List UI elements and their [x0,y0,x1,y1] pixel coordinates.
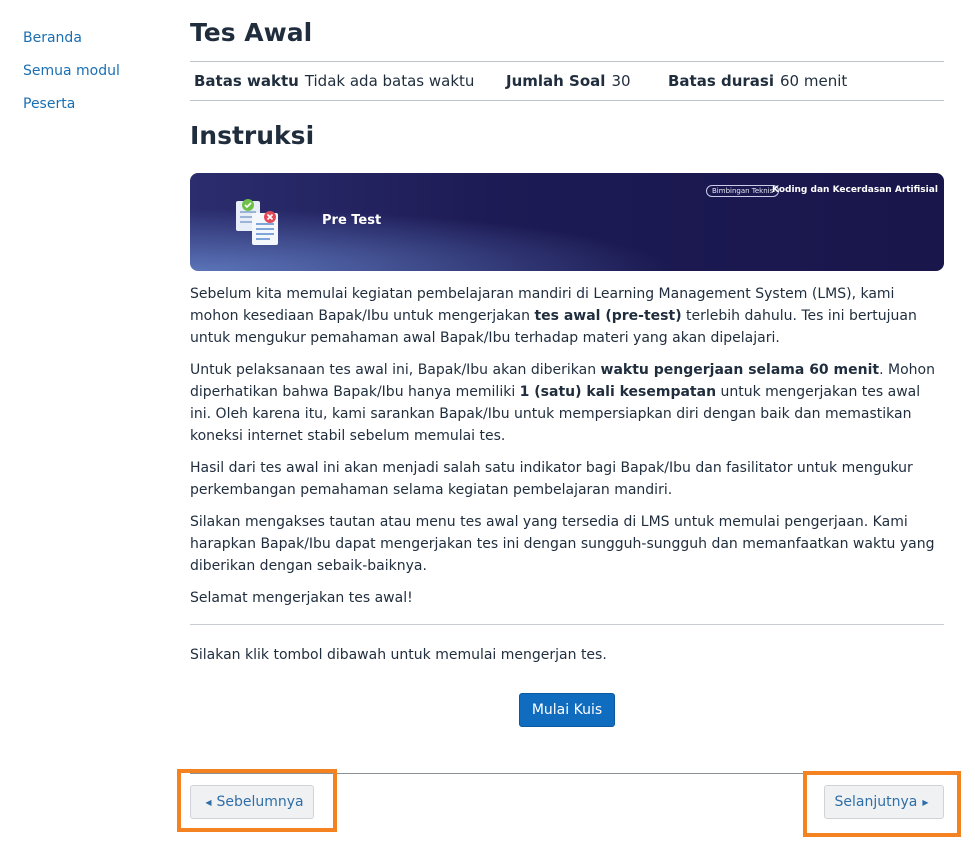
banner-brand: Koding dan Kecerdasan Artifisial [772,185,938,195]
meta-duration [668,72,847,90]
paragraph-1-text: Sebelum kita memulai kegiatan pembelajaran mandiri di Learning Management System (LMS), kami mohon kesediaan Bapak/Ibu untuk mengerjakan [190,286,895,324]
caret-right-icon: ▶ [922,797,929,807]
paragraph-2-text-end: untuk mengerjakan tes awal ini. Oleh karena itu, kami sarankan Bapak/Ibu untuk mempersiapkan diri dengan baik dan memastikan koneksi internet stabil sebelum memulai tes. [190,384,921,444]
document-check-icon [232,197,284,249]
quiz-meta-bar [190,61,944,101]
paragraph-1-text-end: terlebih dahulu. Tes ini bertujuan untuk mengukur pemahaman awal Bapak/Ibu terhadap materi yang akan dipelajari. [190,308,917,346]
meta-question-count-label: Jumlah Soal [506,72,606,90]
paragraph-2-bold-chance: 1 (satu) kali kesempatan [519,384,717,400]
start-hint: Silakan klik tombol dibawah untuk memulai mengerjan tes. [190,647,607,663]
pretest-banner [190,173,944,271]
previous-label: Sebelumnya [216,794,304,810]
page-title: Tes Awal [190,18,313,47]
start-quiz-button[interactable]: Mulai Kuis [519,693,615,727]
meta-question-count [506,72,631,90]
banner-title: Pre Test [322,213,382,228]
instructions-body [190,283,944,619]
sidebar-item-peserta[interactable]: Peserta [23,96,76,112]
highlight-box-next [803,771,961,837]
paragraph-1 [190,283,944,349]
sidebar-item-semua-modul[interactable]: Semua modul [23,63,120,79]
paragraph-1-bold: tes awal (pre-test) [534,308,682,324]
sidebar-item-beranda[interactable]: Beranda [23,30,82,46]
meta-question-count-value: 30 [611,72,631,90]
meta-time-limit-label: Batas waktu [194,72,299,90]
meta-time-limit [194,72,474,90]
paragraph-2-text: Untuk pelaksanaan tes awal ini, Bapak/Ibu akan diberikan [190,362,601,378]
paragraph-5: Selamat mengerjakan tes awal! [190,590,413,606]
sidebar [23,22,163,121]
highlight-box-previous [177,769,337,832]
caret-left-icon: ◀ [205,797,212,807]
meta-duration-label: Batas durasi [668,72,775,90]
paragraph-4: Silakan mengakses tautan atau menu tes awal yang tersedia di LMS untuk memulai pengerjaan. Kami harapkan Bapak/Ibu dapat mengerjakan tes ini dengan sungguh-sungguh dan memanfaatkan waktu yang diberikan dengan sebaik-baiknya. [190,514,935,574]
banner-pill: Bimbingan Teknis [706,185,779,197]
meta-duration-value: 60 menit [780,72,848,90]
paragraph-2-text-mid: . Mohon diperhatikan bahwa Bapak/Ibu hanya memiliki [190,362,935,400]
paragraph-2 [190,359,944,447]
paragraph-3: Hasil dari tes awal ini akan menjadi salah satu indikator bagi Bapak/Ibu dan fasilitator untuk mengukur perkembangan pemahaman selama kegiatan pembelajaran mandiri. [190,460,913,498]
instructions-heading: Instruksi [190,121,315,150]
content-divider [190,624,944,625]
paragraph-2-bold-duration: waktu pengerjaan selama 60 menit [600,362,880,378]
meta-time-limit-value: Tidak ada batas waktu [304,72,475,90]
next-label: Selanjutnya [834,794,918,810]
